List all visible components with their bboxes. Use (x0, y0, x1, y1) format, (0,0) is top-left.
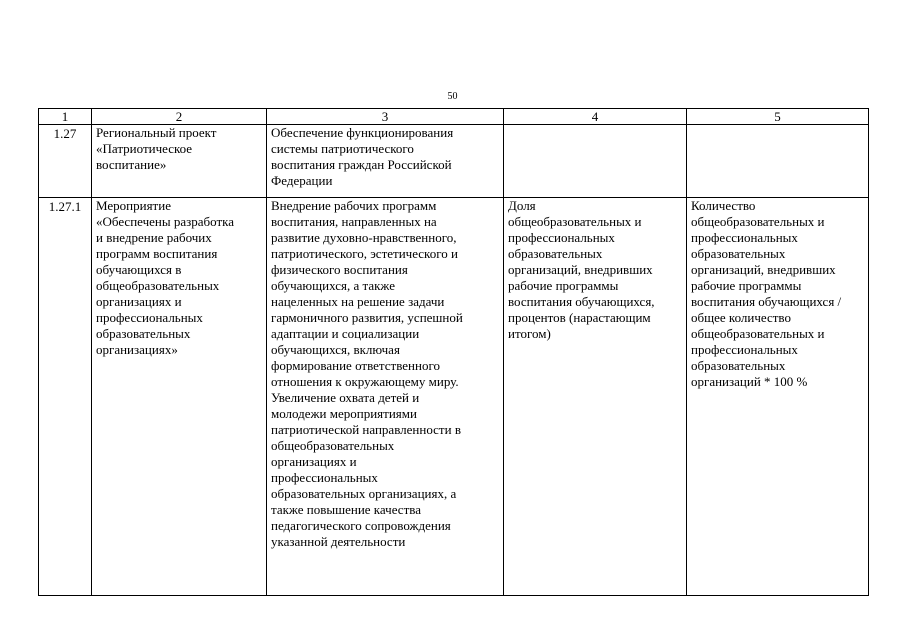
table-row (39, 198, 869, 596)
table-header-row (39, 109, 869, 125)
project-name: Региональный проект «Патриотическое воспитание» (96, 125, 217, 172)
description: Внедрение рабочих программ воспитания, направленных на развитие духовно-нравственного, патриотического, эстетического и физического воспитания обучающихся, а также нацеленных на решение задачи гармоничного развития, успешной адаптации и социализации обучающихся, включая формирование ответственного отношения к окружающему миру. Увеличение охвата детей и молодежи мероприятиями патриотической направленности в общеобразовательных организациях и профессиональных образовательных организациях, а также повышение качества педагогического сопровождения указанной деятельности (271, 198, 463, 549)
formula: Количество общеобразовательных и профессиональных образовательных организаций, внедривших рабочие программы воспитания обучающихся / общее количество общеобразовательных и профессиональных образовательных организаций * 100 % (691, 198, 842, 389)
project-name-cell (92, 125, 267, 198)
page-number: 50 (447, 91, 458, 102)
column-header-4: 4 (504, 109, 687, 125)
column-header-2: 2 (92, 109, 267, 125)
column-header-5: 5 (687, 109, 869, 125)
row-number-cell (39, 198, 92, 596)
description-cell (267, 198, 504, 596)
formula-cell (687, 125, 869, 198)
program-table (38, 108, 869, 596)
column-header-1: 1 (39, 109, 92, 125)
row-number: 1.27.1 (48, 199, 82, 214)
indicator-cell (504, 125, 687, 198)
row-number: 1.27 (53, 126, 77, 141)
table-row (39, 125, 869, 198)
indicator: Доля общеобразовательных и профессиональных образовательных организаций, внедривших рабочие программы воспитания обучающихся, процентов (нарастающим итогом) (508, 198, 655, 341)
activity-name-cell (92, 198, 267, 596)
description: Обеспечение функционирования системы патриотического воспитания граждан Российской Федерации (271, 125, 454, 188)
activity-name: Мероприятие «Обеспечены разработка и внедрение рабочих программ воспитания обучающихся в общеобразовательных организациях и профессиональных образовательных организациях» (96, 198, 235, 357)
column-header-3: 3 (267, 109, 504, 125)
indicator-cell (504, 198, 687, 596)
row-number-cell (39, 125, 92, 198)
formula-cell (687, 198, 869, 596)
description-cell (267, 125, 504, 198)
